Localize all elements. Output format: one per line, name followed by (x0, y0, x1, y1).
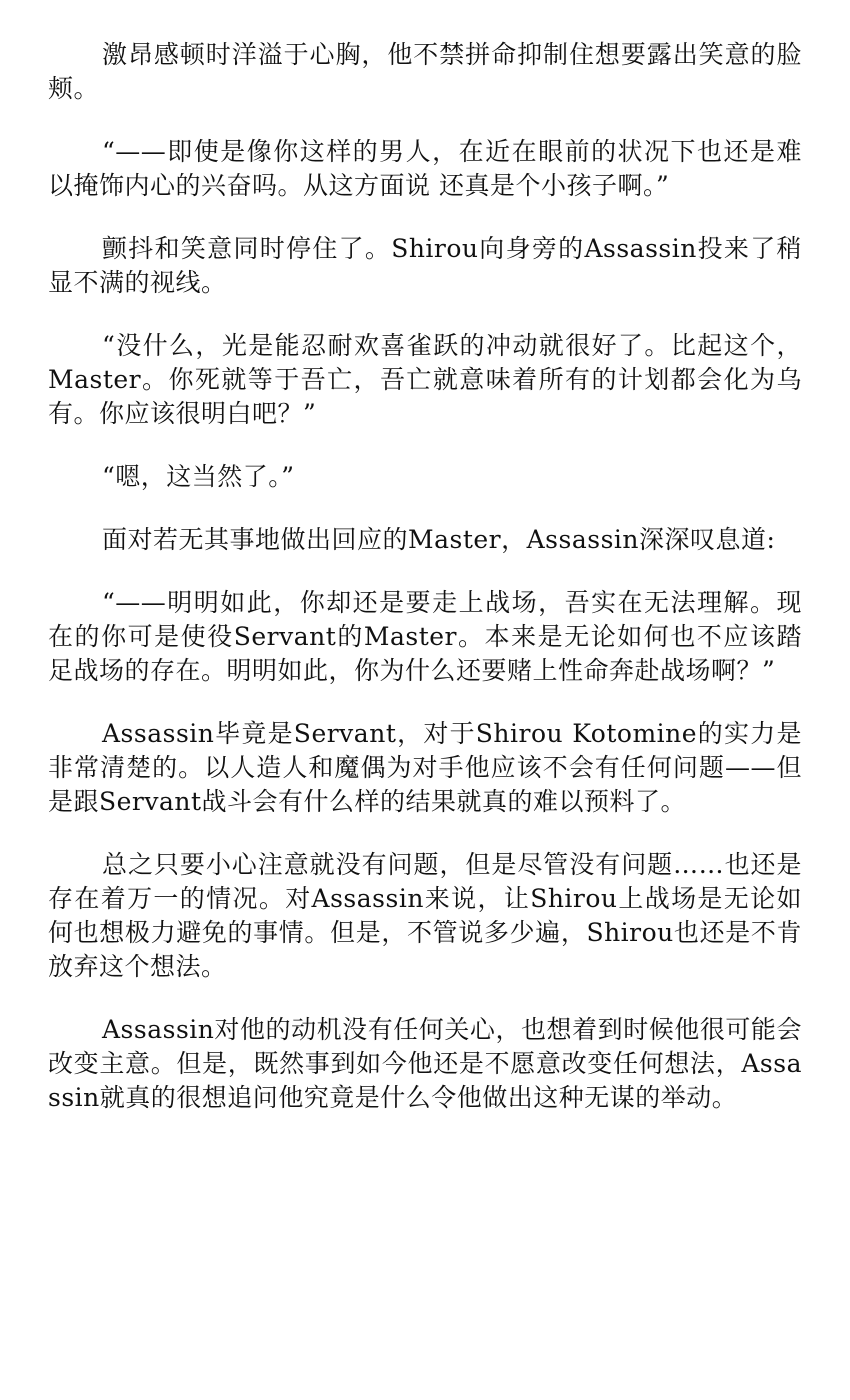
paragraph-1: 激昂感顿时洋溢于心胸，他不禁拼命抑制住想要露出笑意的脸颊。 (48, 40, 802, 103)
paragraph-4-dialogue: “没什么，光是能忍耐欢喜雀跃的冲动就很好了。比起这个，Master。你死就等于吾亡，吾亡就意味着所有的计划都会化为乌有。你应该很明白吧？” (48, 331, 802, 428)
paragraph-2-dialogue: “——即使是像你这样的男人，在近在眼前的状况下也还是难以掩饰内心的兴奋吗。从这方面说 还真是个小孩子啊。” (48, 137, 802, 200)
paragraph-10: Assassin对他的动机没有任何关心，也想着到时候他很可能会改变主意。但是，既然事到如今他还是不愿意改变任何想法，Assassin就真的很想追问他究竟是什么令他做出这种无谋的举动。 (48, 1015, 802, 1112)
paragraph-8: Assassin毕竟是Servant，对于Shirou Kotomine的实力是非常清楚的。以人造人和魔偶为对手他应该不会有任何问题——但是跟Servant战斗会有什么样的结果就真的难以预料了。 (48, 719, 802, 816)
document-page (48, 38, 802, 1144)
paragraph-6: 面对若无其事地做出回应的Master，Assassin深深叹息道: (102, 525, 776, 554)
paragraph-5-dialogue: “嗯，这当然了。” (102, 462, 295, 491)
paragraph-3: 颤抖和笑意同时停住了。Shirou向身旁的Assassin投来了稍显不满的视线。 (48, 234, 802, 297)
paragraph-7-dialogue: “——明明如此，你却还是要走上战场，吾实在无法理解。现在的你可是使役Servant的Master。本来是无论如何也不应该踏足战场的存在。明明如此，你为什么还要赌上性命奔赴战场啊？” (48, 588, 802, 685)
paragraph-9: 总之只要小心注意就没有问题，但是尽管没有问题……也还是存在着万一的情况。对Assassin来说，让Shirou上战场是无论如何也想极力避免的事情。但是，不管说多少遍，Shirou也还是不肯放弃这个想法。 (48, 850, 802, 981)
